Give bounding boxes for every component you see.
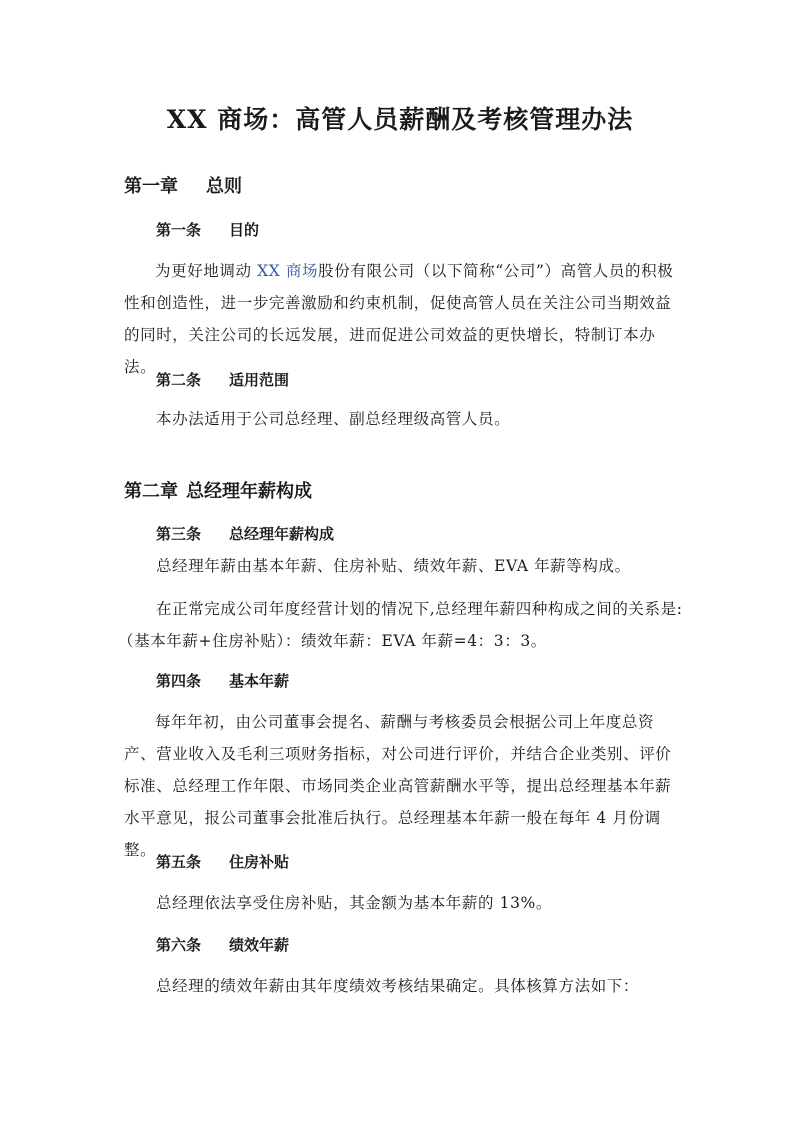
- article-6-label: 第六条: [156, 936, 202, 954]
- article-3-heading: [156, 523, 334, 544]
- article-5-heading: [156, 851, 289, 872]
- article-3-ratio: （基本年薪+住房补贴）：绩效年薪：EVA 年薪=4：3：3。: [118, 632, 547, 650]
- company-name-link: XX 商场: [257, 262, 319, 280]
- article-1-text-post: 股份有限公司（以下简称“公司”）高管人员的积极性和创造性，进一步完善激励和约束机制，促使高管人员在关注公司当期效益的同时，关注公司的长远发展，进而促进公司效益的更快增长，特制订本办法。: [124, 262, 674, 376]
- article-3-label: 第三条: [156, 525, 202, 543]
- article-2-name: 适用范围: [229, 371, 290, 389]
- chapter-2-heading: [124, 477, 312, 503]
- article-1-label: 第一条: [156, 221, 202, 239]
- chapter-1-name: 总则: [206, 176, 242, 197]
- article-1-paragraph: [124, 255, 684, 383]
- article-2-label: 第二条: [156, 371, 202, 389]
- document-title: XX 商场：高管人员薪酬及考核管理办法: [166, 105, 634, 134]
- chapter-2-name: 总经理年薪构成: [186, 481, 312, 502]
- article-3-paragraph-1: 总经理年薪由基本年薪、住房补贴、绩效年薪、EVA 年薪等构成。: [156, 557, 631, 575]
- article-1-name: 目的: [229, 221, 260, 239]
- article-4-label: 第四条: [156, 672, 202, 690]
- article-2-heading: [156, 369, 289, 390]
- article-6-name: 绩效年薪: [229, 936, 290, 954]
- article-6-paragraph: 总经理的绩效年薪由其年度绩效考核结果确定。具体核算方法如下：: [156, 977, 640, 995]
- chapter-1-label: 第一章: [124, 176, 178, 197]
- article-3-paragraph-2: 在正常完成公司年度经营计划的情况下,总经理年薪四种构成之间的关系是:: [156, 600, 683, 618]
- chapter-2-label: 第二章: [124, 481, 178, 502]
- article-1-heading: [156, 219, 259, 240]
- article-3-name: 总经理年薪构成: [229, 525, 335, 543]
- article-4-paragraph: 每年年初，由公司董事会提名、薪酬与考核委员会根据公司上年度总资产、营业收入及毛利三项财务指标，对公司进行评价，并结合企业类别、评价标准、总经理工作年限、市场同类企业高管薪酬水平等，提出总经理基本年薪水平意见，报公司董事会批准后执行。总经理基本年薪一般在每年 4 月份调整。: [124, 713, 672, 859]
- chapter-1-heading: [124, 172, 242, 198]
- article-5-paragraph: 总经理依法享受住房补贴，其金额为基本年薪的 13%。: [156, 894, 552, 912]
- article-5-name: 住房补贴: [229, 853, 290, 871]
- article-1-text-pre: 为更好地调动: [155, 262, 258, 280]
- article-6-heading: [156, 934, 289, 955]
- article-2-paragraph: 本办法适用于公司总经理、副总经理级高管人员。: [156, 410, 511, 428]
- article-4-heading: [156, 670, 289, 691]
- article-5-label: 第五条: [156, 853, 202, 871]
- article-4-name: 基本年薪: [229, 672, 290, 690]
